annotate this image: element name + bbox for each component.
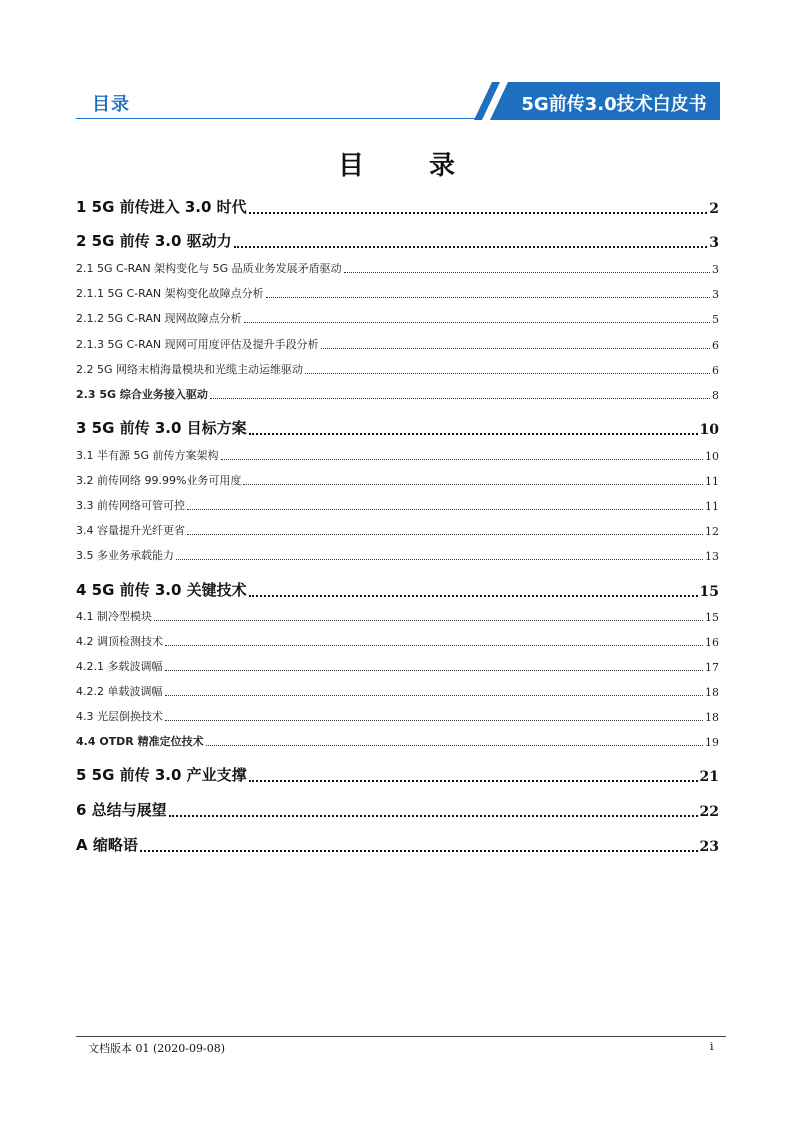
toc-entry-page: 3: [709, 235, 719, 251]
toc-entry-page: 5: [712, 313, 719, 326]
toc-entry-label: 5 5G 前传 3.0 产业支撑: [76, 766, 247, 784]
toc-entry-page: 10: [699, 422, 719, 438]
toc-entry-label: 4.2 调顶检测技术: [76, 635, 163, 648]
toc-entry-label: 2.2 5G 网络末梢海量模块和光缆主动运维驱动: [76, 363, 304, 376]
toc-entry[interactable]: [76, 633, 719, 649]
toc-entry[interactable]: [76, 447, 719, 463]
toc-dot-leader: [140, 850, 698, 852]
toc-entry-page: 15: [705, 611, 719, 624]
toc-entry-page: 23: [699, 839, 719, 855]
toc-entry[interactable]: [76, 310, 719, 326]
toc-entry-page: 3: [712, 288, 719, 301]
toc-entry-label: 1 5G 前传进入 3.0 时代: [76, 198, 247, 216]
toc-entry-label: 2.1 5G C-RAN 架构变化与 5G 品质业务发展矛盾驱动: [76, 262, 342, 275]
toc-entry-label: 2.1.3 5G C-RAN 现网可用度评估及提升手段分析: [76, 338, 319, 351]
toc-dot-leader: [165, 645, 703, 646]
header-rule: [76, 118, 480, 119]
toc-entry-page: 6: [712, 364, 719, 377]
toc-entry-page: 12: [705, 525, 719, 538]
toc-entry-page: 3: [712, 263, 719, 276]
toc-dot-leader: [169, 815, 698, 817]
toc-entry-page: 19: [705, 736, 719, 749]
toc-entry[interactable]: [76, 196, 719, 217]
toc-entry-page: 16: [705, 636, 719, 649]
toc-entry-page: 2: [709, 201, 719, 217]
toc-entry-label: 4 5G 前传 3.0 关键技术: [76, 581, 247, 599]
toc-dot-leader: [210, 398, 710, 399]
toc-entry-page: 18: [705, 711, 719, 724]
toc-entry-label: 2 5G 前传 3.0 驱动力: [76, 232, 232, 250]
toc-dot-leader: [165, 720, 703, 721]
toc-entry[interactable]: [76, 658, 719, 674]
toc-entry[interactable]: [76, 336, 719, 352]
toc-entry[interactable]: [76, 547, 719, 563]
toc-entry-label: 3.5 多业务承载能力: [76, 549, 174, 562]
toc-entry-label: 3.4 容量提升光纤更省: [76, 524, 185, 537]
toc-entry[interactable]: [76, 472, 719, 488]
toc-entry[interactable]: [76, 230, 719, 251]
toc-entry-page: 11: [705, 475, 719, 488]
toc-entry[interactable]: [76, 733, 719, 749]
toc-entry-label: 3.3 前传网络可管可控: [76, 499, 185, 512]
toc-dot-leader: [266, 297, 710, 298]
toc-entry-page: 17: [705, 661, 719, 674]
toc-dot-leader: [249, 433, 698, 435]
toc-entry-label: 4.3 光层倒换技术: [76, 710, 163, 723]
header-doc-title: 5G前传3.0技术白皮书: [521, 94, 707, 115]
toc-dot-leader: [187, 534, 703, 535]
page-header: [0, 0, 793, 125]
toc-dot-leader: [243, 484, 703, 485]
toc-entry[interactable]: [76, 386, 719, 402]
toc-dot-leader: [344, 272, 710, 273]
toc-dot-leader: [187, 509, 703, 510]
toc-entry[interactable]: [76, 417, 719, 438]
toc-entry-label: 2.3 5G 综合业务接入驱动: [76, 388, 208, 401]
toc-entry-page: 6: [712, 339, 719, 352]
toc-entry[interactable]: [76, 285, 719, 301]
toc-entry-label: 4.1 制冷型模块: [76, 610, 152, 623]
toc-dot-leader: [206, 745, 703, 746]
toc-entry-page: 8: [712, 389, 719, 402]
toc-dot-leader: [244, 322, 710, 323]
toc-dot-leader: [165, 695, 704, 696]
toc-entry[interactable]: [76, 260, 719, 276]
toc-dot-leader: [249, 780, 698, 782]
toc-entry[interactable]: [76, 579, 719, 600]
footer-version: 文档版本 01 (2020-09-08): [88, 1042, 225, 1055]
footer-rule: [76, 1036, 726, 1037]
toc-entry[interactable]: [76, 834, 719, 855]
toc-entry-label: 4.2.2 单载波调幅: [76, 685, 163, 698]
toc-entry-label: 4.4 OTDR 精准定位技术: [76, 735, 204, 748]
toc-entry-page: 18: [705, 686, 719, 699]
toc-entry-page: 21: [699, 769, 719, 785]
header-section-label: 目录: [92, 94, 130, 115]
toc-dot-leader: [221, 459, 703, 460]
toc-entry-page: 11: [705, 500, 719, 513]
toc-entry-page: 22: [699, 804, 719, 820]
toc-entry-label: 2.1.1 5G C-RAN 架构变化故障点分析: [76, 287, 264, 300]
toc-dot-leader: [234, 246, 708, 248]
toc-entry[interactable]: [76, 522, 719, 538]
page-title: 目 录: [337, 151, 484, 181]
toc-dot-leader: [249, 595, 698, 597]
toc-entry[interactable]: [76, 608, 719, 624]
toc-entry-label: 4.2.1 多载波调幅: [76, 660, 163, 673]
toc-entry[interactable]: [76, 497, 719, 513]
toc-entry-label: 3.1 半有源 5G 前传方案架构: [76, 449, 219, 462]
toc-entry-label: 6 总结与展望: [76, 801, 167, 819]
toc-dot-leader: [321, 348, 710, 349]
toc-entry[interactable]: [76, 361, 719, 377]
toc-entry-label: A 缩略语: [76, 836, 138, 854]
toc-entry[interactable]: [76, 708, 719, 724]
toc-entry-label: 3.2 前传网络 99.99%业务可用度: [76, 474, 242, 487]
toc-dot-leader: [165, 670, 704, 671]
toc-entry-label: 3 5G 前传 3.0 目标方案: [76, 419, 247, 437]
toc-dot-leader: [176, 559, 703, 560]
toc-entry[interactable]: [76, 764, 719, 785]
toc-entry[interactable]: [76, 683, 719, 699]
toc-dot-leader: [249, 212, 708, 214]
footer-page-number: i: [710, 1040, 714, 1053]
toc-entry[interactable]: [76, 799, 719, 820]
toc-dot-leader: [305, 373, 710, 374]
toc-entry-page: 13: [705, 550, 719, 563]
toc-entry-page: 10: [705, 450, 719, 463]
toc-entry-label: 2.1.2 5G C-RAN 现网故障点分析: [76, 312, 242, 325]
toc-entry-page: 15: [699, 584, 719, 600]
toc-dot-leader: [154, 620, 703, 621]
